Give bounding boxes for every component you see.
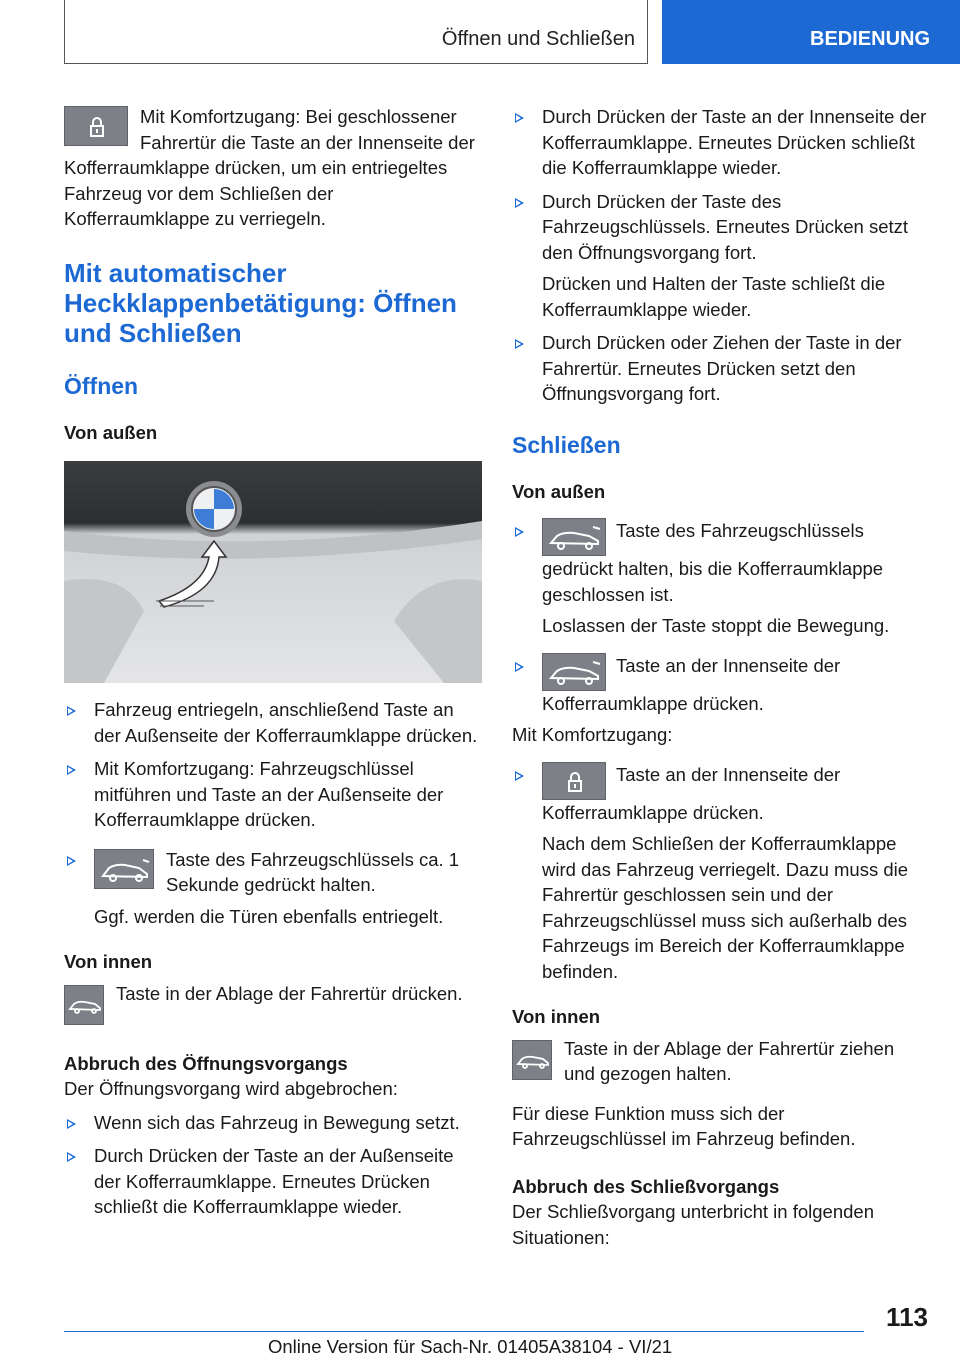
abort-close-intro: Der Schließvorgang unterbricht in folgenden Situationen: — [512, 1201, 874, 1248]
bullet-triangle-icon — [67, 1152, 76, 1162]
heading-open-outside: Von außen — [64, 421, 158, 443]
note-doors: Ggf. werden die Türen ebenfalls entriegelt. — [94, 905, 444, 927]
list-item: Wenn sich das Fahrzeug in Bewegung setzt. — [64, 1110, 482, 1136]
list-item: Durch Drücken der Taste des Fahrzeugschlüssels. Erneutes Drücken setzt den Öffnungsvorgang fort. Drücken und Halten der Taste schließt die Kofferraumklappe wieder. — [512, 189, 930, 323]
bullet-triangle-icon — [515, 662, 524, 672]
list-item: Durch Drücken der Taste an der Außenseite der Kofferraumklappe. Erneutes Drücken schließt die Kofferraumklappe wieder. — [64, 1143, 482, 1220]
bullet-triangle-icon — [515, 113, 524, 123]
list-item: Durch Drücken oder Ziehen der Taste in der Fahrertür. Erneutes Drücken setzt den Öffnungsvorgang fort. — [512, 330, 930, 407]
section-title: Öffnen und Schließen — [441, 28, 635, 50]
bullet-triangle-icon — [515, 771, 524, 781]
bullet-triangle-icon — [67, 706, 76, 716]
list-item: Mit Komfortzugang: Fahrzeugschlüssel mitführen und Taste an der Außenseite der Kofferraumklappe drücken. — [64, 756, 482, 833]
heading-open-inside: Von innen — [64, 951, 153, 972]
comfort-label: Mit Komfortzugang: — [512, 724, 673, 745]
close-note-3: Nach dem Schließen der Kofferraumklappe wird das Fahrzeug verriegelt. Dazu muss die Fahrertür geschlossen sein und der Fahrzeugschlüssel muss sich außerhalb des Fahrzeugs im Bereich der Kofferraumklappe befinden. — [542, 833, 909, 982]
car-trunk-icon — [542, 653, 606, 691]
list-item: Taste an der Innenseite der Kofferraumklappe drücken. — [512, 653, 930, 717]
abort-open-intro: Der Öffnungsvorgang wird abgebrochen: — [64, 1078, 398, 1099]
inside-close-text: Taste in der Ablage der Fahrertür ziehen und gezogen halten. — [564, 1037, 895, 1084]
car-trunk-icon — [512, 1040, 552, 1080]
right-column — [512, 104, 930, 1250]
list-item: Taste des Fahrzeugschlüssels gedrückt halten, bis die Kofferraumklappe geschlossen ist. Loslassen der Taste stoppt die Bewegung. — [512, 518, 930, 639]
car-trunk-icon — [94, 849, 154, 889]
bullet-triangle-icon — [515, 339, 524, 349]
heading-automatic-tailgate: Mit automatischer Heckklappenbetätigung: Öffnen und Schließen — [64, 257, 457, 348]
left-column — [64, 104, 482, 1220]
key-hold-note: Drücken und Halten der Taste schließt die Kofferraumklappe wieder. — [542, 273, 886, 320]
heading-abort-open: Abbruch des Öffnungsvorgangs — [64, 1052, 348, 1074]
heading-abort-close: Abbruch des Schließvorgangs — [512, 1175, 780, 1197]
intro-text: Mit Komfortzugang: Bei geschlossener Fahrertür die Taste an der Innenseite der Kofferraumklappe drücken, um ein entriegeltes Fahrzeug vor dem Schließen der Kofferraumklappe zu verriegeln. — [64, 106, 475, 229]
close-note-1: Loslassen der Taste stoppt die Bewegung. — [542, 615, 890, 636]
bullet-triangle-icon — [515, 198, 524, 208]
list-item: Durch Drücken der Taste an der Innenseite der Kofferraumklappe. Erneutes Drücken schließt die Kofferraumklappe wieder. — [512, 104, 930, 181]
bullet-triangle-icon — [67, 856, 76, 866]
lock-icon — [542, 762, 606, 800]
bullet-triangle-icon — [67, 765, 76, 775]
list-item: Taste des Fahrzeugschlüssels ca. 1 Sekunde gedrückt halten. Ggf. werden die Türen ebenfalls entriegelt. — [64, 847, 482, 930]
heading-close-inside: Von innen — [512, 1006, 601, 1027]
list-item: Fahrzeug entriegeln, anschließend Taste an der Außenseite der Kofferraumklappe drücken. — [64, 697, 482, 748]
car-trunk-icon — [64, 985, 104, 1025]
car-trunk-icon — [542, 518, 606, 556]
inside-open-text: Taste in der Ablage der Fahrertür drücken. — [116, 982, 463, 1004]
chapter-tab[interactable] — [662, 0, 960, 64]
list-item: Taste an der Innenseite der Kofferraumklappe drücken. Nach dem Schließen der Kofferraumklappe wird das Fahrzeug verriegelt. Dazu muss die Fahrertür geschlossen sein und der Fahrzeugschlüssel muss sich außerhalb des Fahrzeugs im Bereich der Kofferraumklappe befinden. — [512, 762, 930, 985]
footer-rule — [64, 1331, 864, 1332]
chapter-tab-label: BEDIENUNG — [810, 28, 931, 50]
header-box — [64, 0, 648, 64]
heading-close: Schließen — [512, 431, 621, 458]
online-version-text: Online Version für Sach-Nr. 01405A38104 - VI/21 — [268, 1336, 673, 1357]
key-in-vehicle-text: Für diese Funktion muss sich der Fahrzeugschlüssel im Fahrzeug befinden. — [512, 1102, 856, 1149]
lock-icon — [64, 106, 128, 146]
page-number: 113 — [886, 1302, 928, 1332]
heading-close-outside: Von außen — [512, 480, 606, 502]
bullet-triangle-icon — [515, 527, 524, 537]
trunk-button-photo — [64, 461, 482, 683]
bullet-triangle-icon — [67, 1119, 76, 1129]
heading-open: Öffnen — [64, 372, 139, 399]
